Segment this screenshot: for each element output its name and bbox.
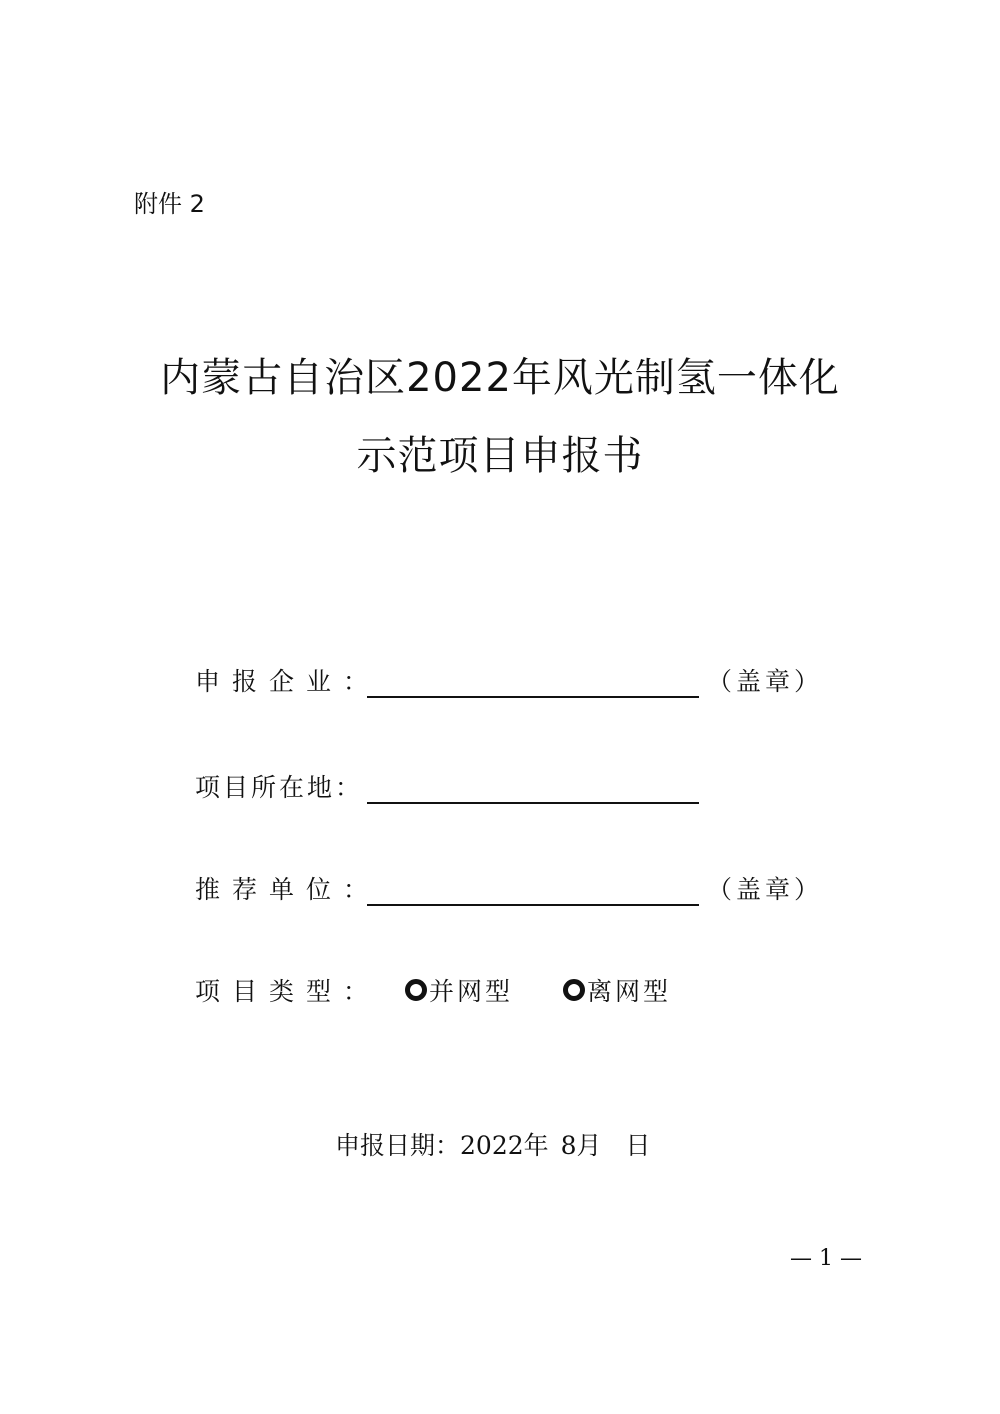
grid-connected-label: 并网型 (429, 977, 514, 1006)
document-title-line-2: 示范项目申报书 (356, 433, 644, 479)
document-title-line-1: 内蒙古自治区2022年风光制氢一体化 (160, 355, 840, 401)
date-label: 申报日期： (335, 1131, 461, 1160)
recommender-row (195, 866, 823, 906)
radio-circle-icon[interactable] (405, 979, 427, 1001)
radio-circle-icon[interactable] (563, 979, 585, 1001)
applicant-field[interactable] (367, 666, 699, 698)
off-grid-option[interactable] (563, 972, 671, 1008)
recommender-stamp-note: （盖章） (707, 875, 824, 904)
applicant-label: 申报企业： (195, 667, 381, 696)
location-row (195, 764, 707, 804)
recommender-field[interactable] (367, 874, 699, 906)
recommender-label: 推荐单位： (195, 875, 381, 904)
applicant-row (195, 658, 823, 698)
date-day: 日 (625, 1131, 651, 1160)
applicant-stamp-note: （盖章） (707, 667, 824, 696)
location-field[interactable] (367, 772, 699, 804)
date-year: 2022年 (460, 1131, 549, 1160)
date-month: 8月 (560, 1131, 602, 1160)
application-date (335, 1126, 651, 1166)
project-type-row (195, 968, 671, 1008)
location-label: 项目所在地： (195, 773, 364, 802)
off-grid-label: 离网型 (587, 977, 672, 1006)
grid-connected-option[interactable] (405, 972, 513, 1008)
project-type-label: 项目类型： (195, 977, 381, 1006)
page-number: — 1 — (790, 1246, 862, 1271)
attachment-label: 附件 2 (134, 190, 205, 218)
